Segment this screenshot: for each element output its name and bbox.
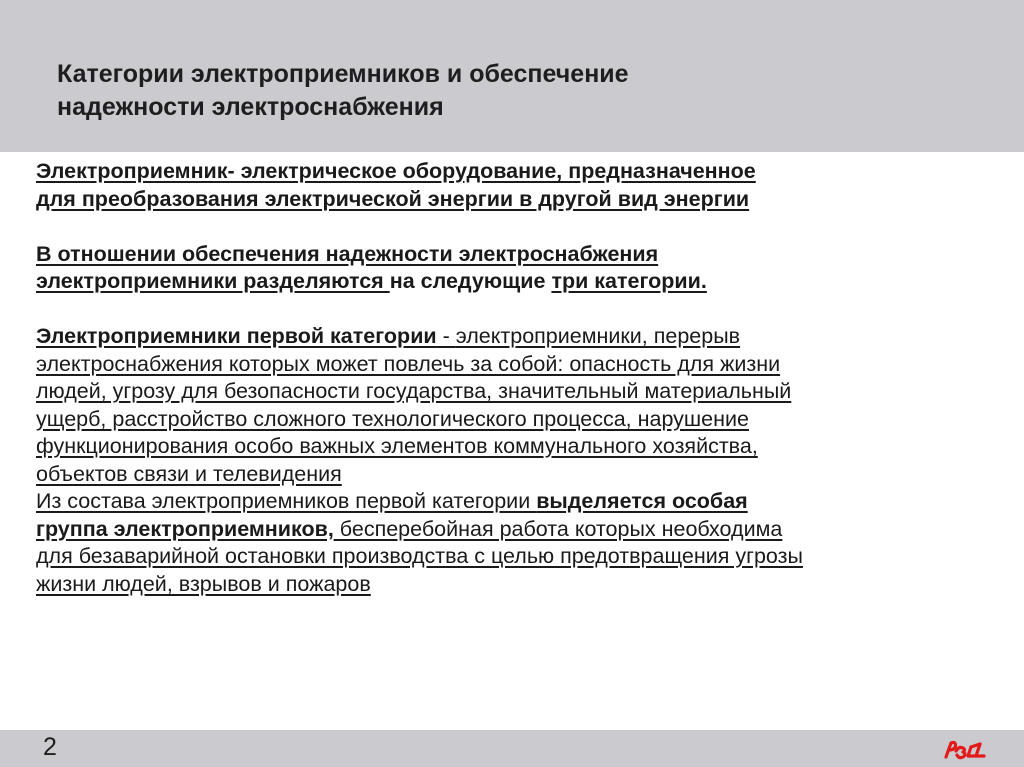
first-category-line-3: людей, угрозу для безопасности государства, значительный материальный — [36, 379, 792, 403]
first-category-line-5: функционирования особо важных элементов коммунального хозяйства, — [36, 434, 758, 458]
spacer — [36, 296, 966, 324]
categories-intro-line-2 — [36, 268, 966, 296]
special-group-line-3: для безаварийной остановки производства с целью предотвращения угрозы — [36, 544, 803, 568]
categories-intro-line-1: В отношении обеспечения надежности электроснабжения — [36, 241, 659, 266]
special-group-emphasis-1: выделяется особая — [536, 489, 748, 513]
first-category-line-2: электроснабжения которых может повлечь за собой: опасность для жизни — [36, 351, 781, 376]
first-category-dash: - — [436, 324, 456, 348]
page-number: 2 — [43, 733, 57, 761]
spacer — [36, 213, 966, 241]
slide-title-line-1: Категории электроприемников и обеспечение — [57, 60, 629, 88]
first-category-line-4: ущерб, расстройство сложного технологического процесса, нарушение — [36, 406, 749, 431]
categories-intro-middle: на следующие — [389, 269, 552, 293]
special-group-line-2-rest: бесперебойная работа которых необходима — [333, 516, 783, 541]
first-category-line-6: объектов связи и телевидения — [36, 461, 342, 486]
definition-line-1: Электроприемник- электрическое оборудование, предназначенное — [36, 159, 756, 183]
footer-band — [0, 730, 1024, 767]
first-category-line-1-rest: электроприемники, перерыв — [455, 324, 741, 348]
first-category-line-1 — [36, 323, 966, 351]
special-group-line-2 — [36, 516, 966, 544]
rzd-logo — [942, 738, 990, 760]
slide-title — [57, 58, 629, 124]
special-group-line-1-start: Из состава электроприемников первой категории — [36, 489, 537, 513]
first-category-heading: Электроприемники первой категории — [36, 324, 437, 348]
special-group-line-1 — [36, 488, 966, 516]
slide-title-line-2: надежности электроснабжения — [57, 93, 444, 121]
special-group-emphasis-2: группа электроприемников, — [36, 516, 334, 541]
slide-body — [36, 158, 966, 598]
definition-line-2: для преобразования электрической энергии в другой вид энергии — [36, 186, 750, 211]
special-group-line-4: жизни людей, взрывов и пожаров — [36, 571, 371, 596]
categories-intro-split: электроприемники разделяются — [36, 269, 390, 293]
categories-intro-count: три категории. — [551, 269, 707, 293]
